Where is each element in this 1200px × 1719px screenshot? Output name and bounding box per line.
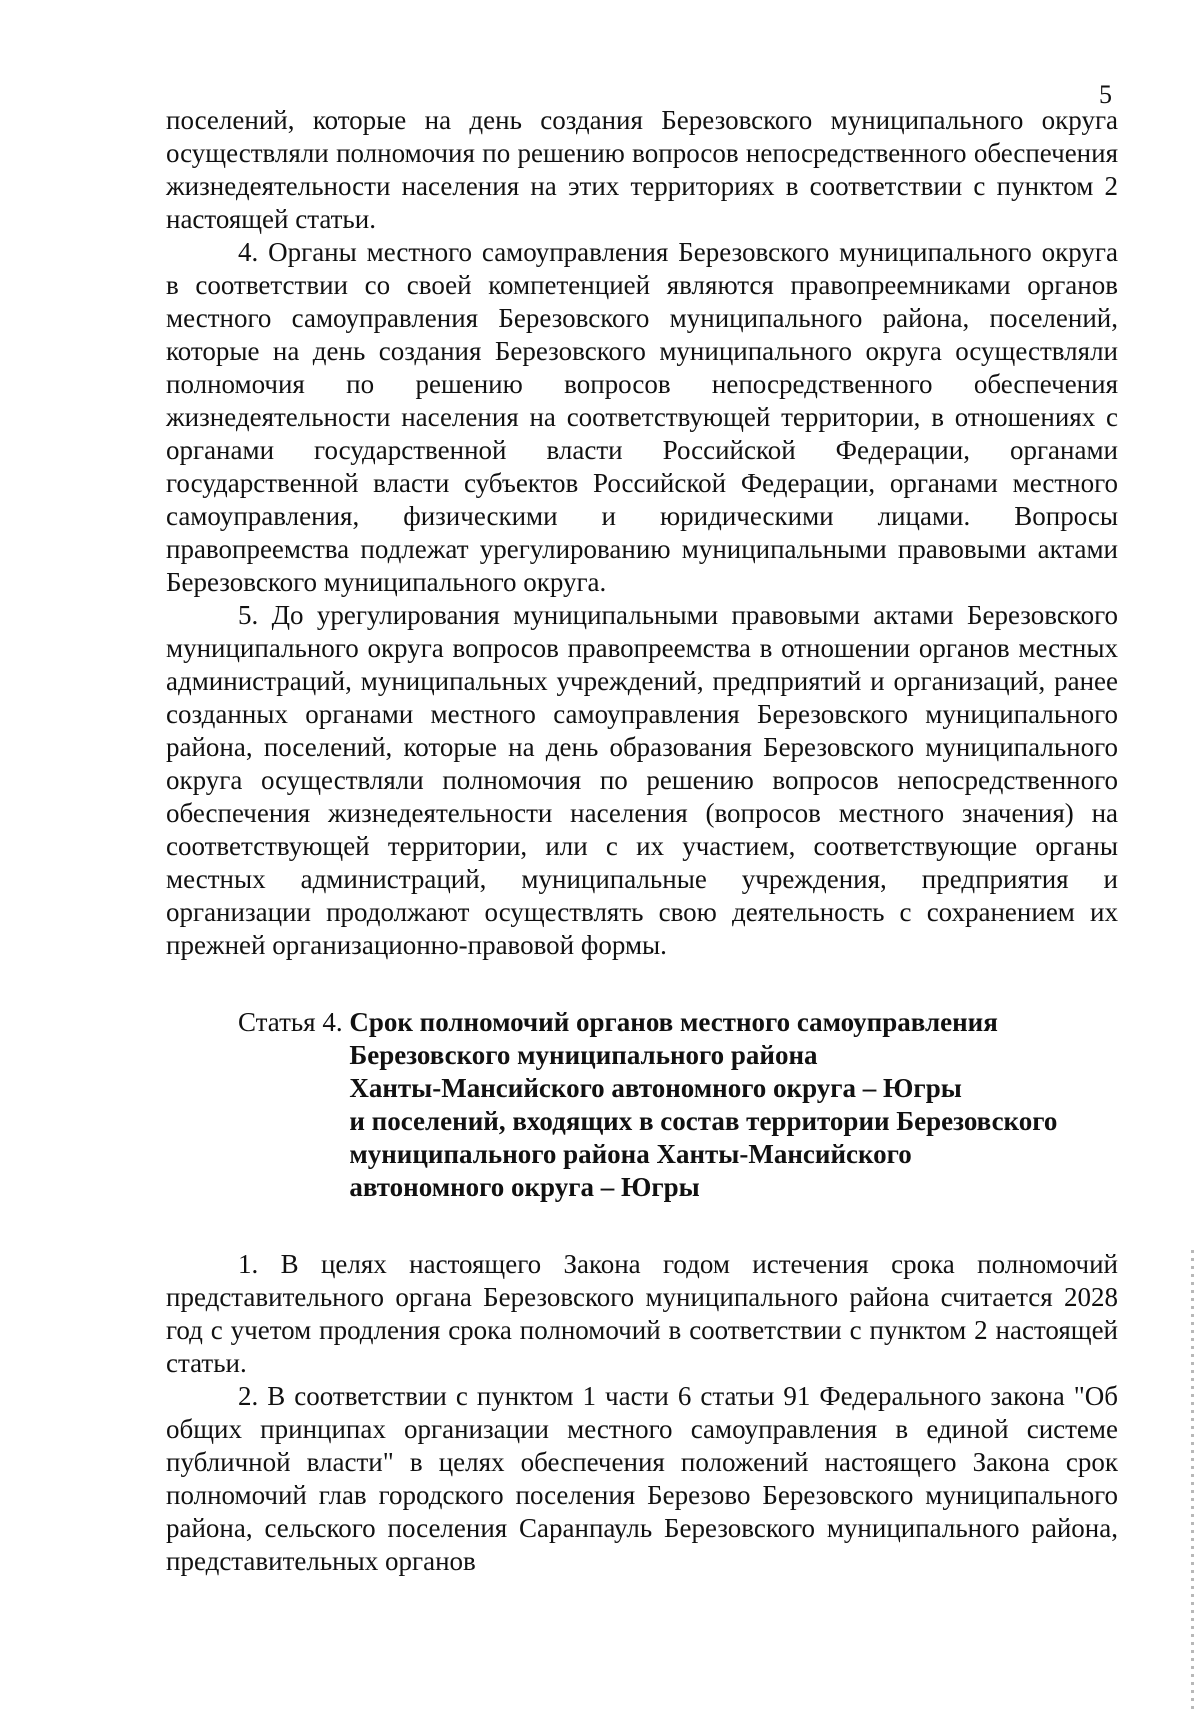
article-4-heading xyxy=(166,1006,1118,1204)
page-number: 5 xyxy=(1099,80,1112,109)
document-body xyxy=(166,104,1118,1578)
article-4-title: Срок полномочий органов местного самоуправления Березовского муниципального района Ханты-Мансийского автономного округа – Югры и поселений, входящих в состав территории Березовского муниципального района Ханты-Мансийского автономного округа – Югры xyxy=(349,1007,1058,1202)
paragraph-article3-item5: 5. До урегулирования муниципальными правовыми актами Березовского муниципального округа вопросов правопреемства в отношении органов местных администраций, муниципальных учреждений, предприятий и организаций, ранее созданных органами местного самоуправления Березовского муниципального района, поселений, которые на день образования Березовского муниципального округа осуществляли полномочия по решению вопросов непосредственного обеспечения жизнедеятельности населения (вопросов местного значения) на соответствующей территории, или с их участием, соответствующие органы местных администраций, муниципальные учреждения, предприятия и организации продолжают осуществлять свою деятельность с сохранением их прежней организационно-правовой формы. xyxy=(166,600,1118,960)
paragraph-article4-item2: 2. В соответствии с пунктом 1 части 6 статьи 91 Федерального закона "Об общих принципах организации местного самоуправления в единой системе публичной власти" в целях обеспечения положений настоящего Закона срок полномочий глав городского поселения Березово Березовского муниципального района, сельского поселения Саранпауль Березовского муниципального района, представительных органов xyxy=(166,1381,1118,1576)
paragraph-article3-item4: 4. Органы местного самоуправления Березовского муниципального округа в соответствии со своей компетенцией являются правопреемниками органов местного самоуправления Березовского муниципального района, поселений, которые на день создания Березовского муниципального округа осуществляли полномочия по решению вопросов непосредственного обеспечения жизнедеятельности населения на соответствующей территории, в отношениях с органами государственной власти Российской Федерации, органами государственной власти субъектов Российской Федерации, органами местного самоуправления, физическими и юридическими лицами. Вопросы правопреемства подлежат урегулированию муниципальными правовыми актами Березовского муниципального округа. xyxy=(166,237,1118,597)
intro-paragraph: поселений, которые на день создания Березовского муниципального округа осуществляли полномочия по решению вопросов непосредственного обеспечения жизнедеятельности населения на этих территориях в соответствии с пунктом 2 настоящей статьи. xyxy=(166,105,1118,234)
article-4-label: Статья 4. xyxy=(238,1007,350,1037)
paragraph-article4-item1: 1. В целях настоящего Закона годом истечения срока полномочий представительного органа Березовского муниципального района считается 2028 год с учетом продления срока полномочий в соответствии с пунктом 2 настоящей статьи. xyxy=(166,1249,1118,1378)
scan-edge-artifact xyxy=(1191,1250,1194,1710)
